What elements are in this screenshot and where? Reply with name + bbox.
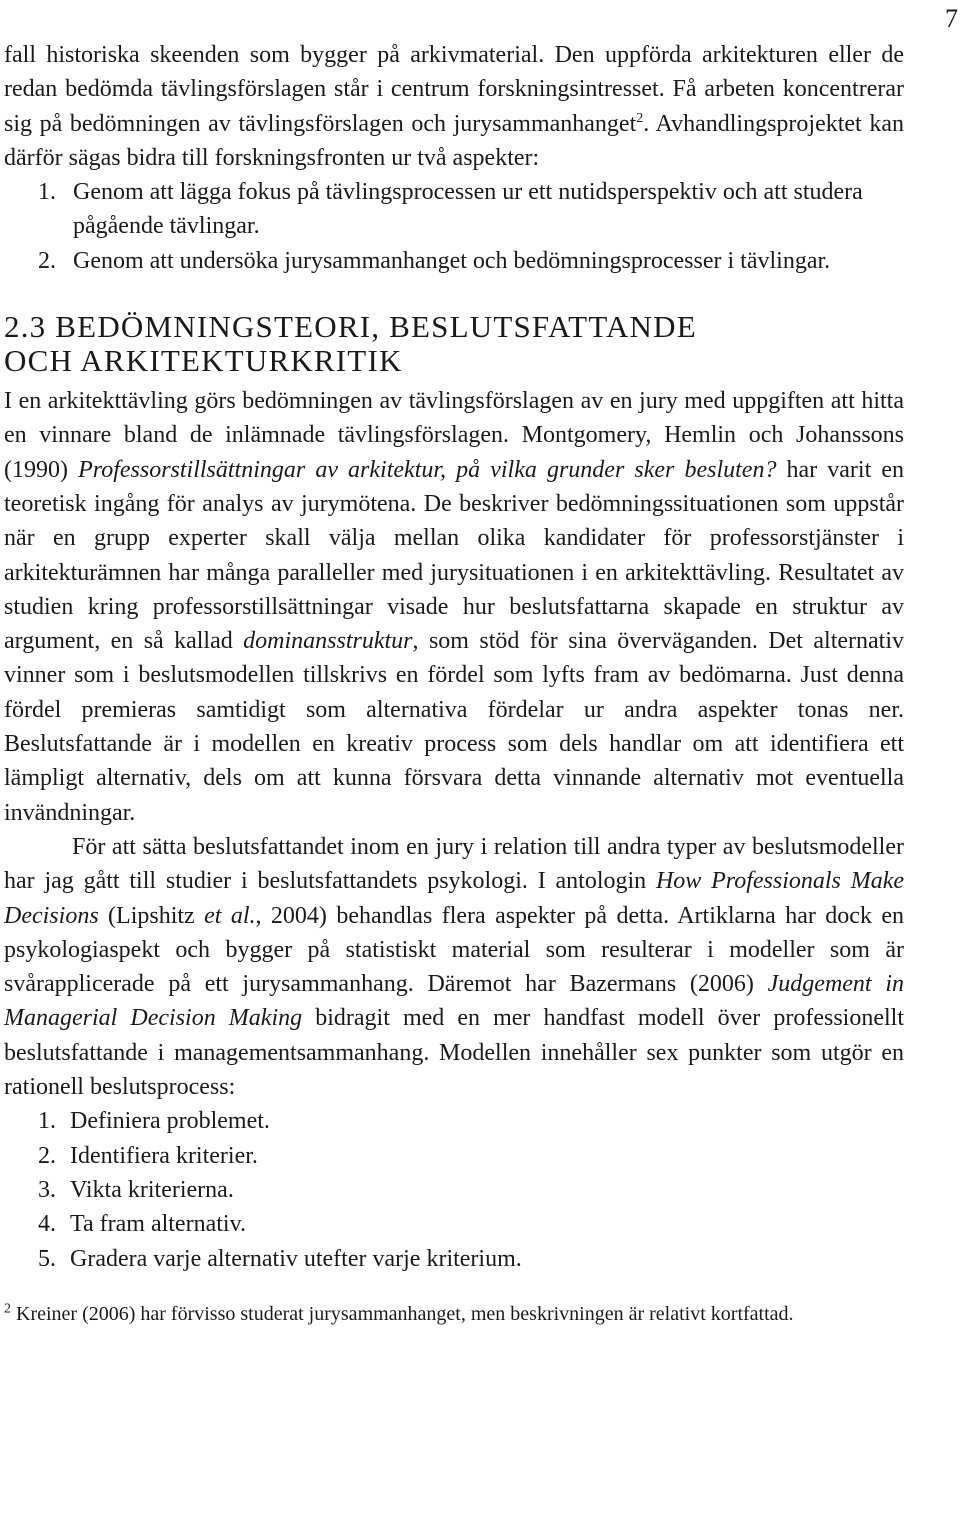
list-number: 1. (38, 1108, 56, 1135)
list-text: Genom att lägga fokus på tävlingsprocessen ur ett nutidsperspektiv och att studera pågående tävlingar. (73, 179, 863, 240)
section-heading (4, 310, 904, 378)
footnote-reference: 2 (636, 110, 644, 126)
list-number: 5. (38, 1245, 56, 1272)
list-number: 2. (38, 1142, 56, 1169)
list-text: Vikta kriterierna. (70, 1176, 234, 1203)
intro-text: fall historiska skeenden som bygger på arkivmaterial. Den uppförda arkitekturen eller de redan bedömda tävlingsförslagen står i centrum forskningsintresset. Få arbeten koncentrerar sig på bedömningen av tävlingsförslagen och jurysammanhanget (4, 42, 904, 137)
list-number: 3. (38, 1176, 56, 1203)
page-body (4, 38, 904, 1328)
section-heading-line1: 2.3 BEDÖMNINGSTEORI, BESLUTSFATTANDE (4, 309, 697, 345)
list-text: Gradera varje alternativ utefter varje kriterium. (70, 1245, 522, 1272)
cited-book-title: How Professionals Make Decisions (4, 868, 905, 929)
text-run: , som stöd för sina överväganden. Det alternativ vinner som i beslutsmodellen tillskrivs en fördel som lyfts fram av bedömarna. Just denna fördel premieras samtidigt som alternativa fördelar ur andra aspekter tonas ner. Beslutsfattande är i modellen en kreativ process som dels handlar om att identifiera ett lämpligt alternativ, dels om att kunna försvara detta vinnande alternativ mot eventuella invändningar. (4, 628, 904, 826)
list-item (4, 244, 904, 278)
text-run: bidragit med en mer handfast modell över professionellt beslutsfattande i managementsammanhang. Modellen innehåller sex punkter som utgör en rationell beslutsprocess: (4, 1005, 904, 1101)
intro-paragraph (4, 38, 904, 175)
page-number: 7 (945, 4, 958, 33)
text-run: (Lipshitz (98, 902, 205, 929)
footnote-text: Kreiner (2006) har förvisso studerat jurysammanhanget, men beskrivningen är relativt kortfattad. (11, 1302, 794, 1325)
text-run: har varit en teoretisk ingång för analys av jurymötena. De beskriver bedömningssituationen som uppstår när en grupp experter skall välja mellan olika kandidater för professorstjänster i arkitekturämnen har många paralleller med jurysituationen i en arkitekttävling. Resultatet av studien kring professorstillsättningar visade hur beslutsfattarna skapade en struktur av argument, en så kallad (4, 456, 905, 655)
process-steps-list (4, 1104, 904, 1275)
list-item (4, 1173, 904, 1207)
list-number: 2. (38, 247, 56, 274)
list-item (4, 1207, 904, 1241)
text-run: För att sätta beslutsfattandet inom en jury i relation till andra typer av beslutsmodeller har jag gått till studier i beslutsfattandets psykologi. I antologin (4, 833, 904, 895)
list-item (4, 1104, 904, 1138)
cited-book-title-2: Judgement in Managerial Decision Making (4, 971, 905, 1032)
section-heading-line2: OCH ARKITEKTURKRITIK (4, 343, 403, 379)
aspects-list (4, 175, 904, 278)
intro-text-cont: . Avhandlingsprojektet kan därför sägas bidra till forskningsfronten ur två aspekter: (4, 110, 904, 171)
list-number: 1. (38, 179, 56, 206)
list-number: 4. (38, 1211, 56, 1238)
list-item (4, 1139, 904, 1173)
list-text: Genom att undersöka jurysammanhanget och bedömningsprocesser i tävlingar. (73, 247, 831, 274)
cited-title: Professorstillsättningar av arkitektur, på vilka grunder sker besluten? (78, 456, 777, 483)
italic-etal: et al. (204, 902, 256, 929)
footnote-number: 2 (4, 1301, 11, 1317)
list-text: Ta fram alternativ. (70, 1211, 247, 1238)
list-item (4, 1242, 904, 1276)
list-text: Definiera problemet. (70, 1108, 270, 1135)
text-run: I en arkitekttävling görs bedömningen av tävlingsförslagen av en jury med uppgiften att hitta en vinnare bland de inlämnade tävlingsförslagen. Montgomery, Hemlin och Johanssons (1990) (4, 388, 904, 483)
body-paragraph-2 (4, 830, 904, 1104)
list-item (4, 175, 904, 244)
body-paragraph-1 (4, 384, 904, 830)
footnote (4, 1300, 904, 1328)
list-text: Identifiera kriterier. (70, 1142, 258, 1169)
italic-term: dominansstruktur (243, 628, 413, 655)
text-run: , 2004) behandlas flera aspekter på detta. Artiklarna har dock en psykologiaspekt och bygger på statistiskt material som resulterar i modeller som är svårapplicerade på ett jurysammanhang. Däremot har Bazermans (2006) (4, 902, 904, 998)
